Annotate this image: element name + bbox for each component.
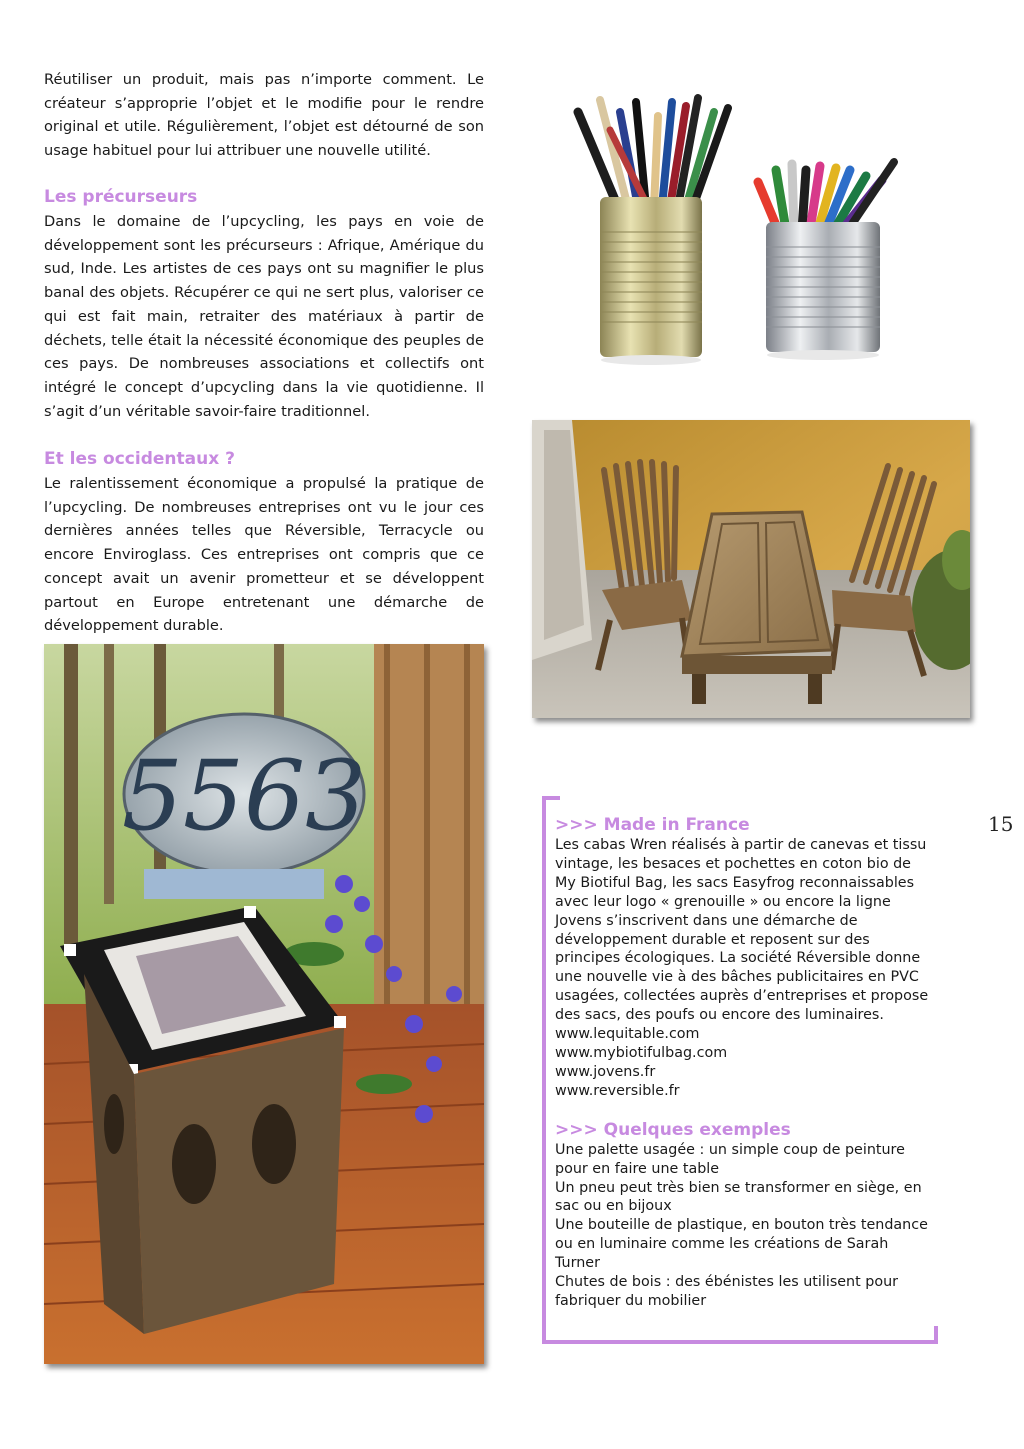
wooden-chairs-table-photo (532, 420, 970, 718)
links-list (555, 1025, 935, 1101)
made-in-france-body: Les cabas Wren réalisés à partir de canevas et tissu vintage, les besaces et pochettes en coton bio de My Biotiful Bag, les sacs Easyfrog reconnaissables avec leur logo « grenouille » ou encore la ligne Jovens s’inscrivent dans une démarche de développement durable et reposent sur des principes écologiques. La société Réversible donne une nouvelle vie à des bâches publicitaires en PVC usagées, collectées auprès d’entreprises et propose des sacs, des poufs ou encore des luminaires. (555, 837, 929, 1024)
section-heading: Les précurseurs (44, 187, 198, 207)
link-reversible[interactable]: www.reversible.fr (555, 1082, 680, 1099)
page-number: 15 (988, 812, 1014, 836)
example-item: Une palette usagée : un simple coup de peinture pour en faire une table (555, 1141, 905, 1177)
section-heading: Et les occidentaux ? (44, 449, 235, 469)
link-lequitable[interactable]: www.lequitable.com (555, 1026, 700, 1043)
made-in-france-heading: >>> Made in France (555, 815, 750, 835)
sign-number: 5563 (121, 740, 367, 852)
examples-list (555, 1141, 935, 1311)
mosaic-table-photo (44, 644, 484, 1364)
example-item: Une bouteille de plastique, en bouton très tendance ou en luminaire comme les créations de Sarah Turner (555, 1217, 928, 1272)
intro-paragraph: Réutiliser un produit, mais pas n’importe comment. Le créateur s’approprie l’objet et le modifie pour le rendre original et utile. Régulièrement, l’objet est détourné de son usage habituel pour lui attribuer une nouvelle utilité. (44, 71, 484, 160)
example-item: Un pneu peut très bien se transformer en siège, en sac ou en bijoux (555, 1179, 922, 1215)
section-occidentaux (44, 446, 484, 638)
link-mybiotifulbag[interactable]: www.mybiotifulbag.com (555, 1044, 728, 1061)
example-item: Chutes de bois : des ébénistes les utilisent pour fabriquer du mobilier (555, 1274, 899, 1309)
section-body: Dans le domaine de l’upcycling, les pays en voie de développement sont les précurseurs : Afrique, Amérique du sud, Inde. Les artistes de ces pays ont su magnifier le plus banal des objets. Récupérer ce qui ne sert plus, valoriser ce qui est fait main, retraiter des matériaux à partir de déchets, telle était la nécessité économique des peuples de ces pays. De nombreuses associations et collectifs ont intégré le concept d’upcycling dans la vie quotidienne. Il s’agit d’un véritable savoir-faire traditionnel. (44, 213, 484, 420)
sidebar-box (555, 814, 935, 1311)
section-precurseurs (44, 184, 484, 423)
link-jovens[interactable]: www.jovens.fr (555, 1063, 656, 1080)
tin-cans-pens-photo (548, 72, 972, 378)
section-body: Le ralentissement économique a propulsé la pratique de l’upcycling. De nombreuses entreprises ont vu le jour ces dernières années telles que Réversible, Terracycle ou encore Enviroglass. Ces entreprises ont compris que ce concept avait un avenir prometteur et se développent partout en Europe entretenant une démarche de développement durable. (44, 475, 484, 635)
examples-heading: >>> Quelques exemples (555, 1119, 791, 1140)
